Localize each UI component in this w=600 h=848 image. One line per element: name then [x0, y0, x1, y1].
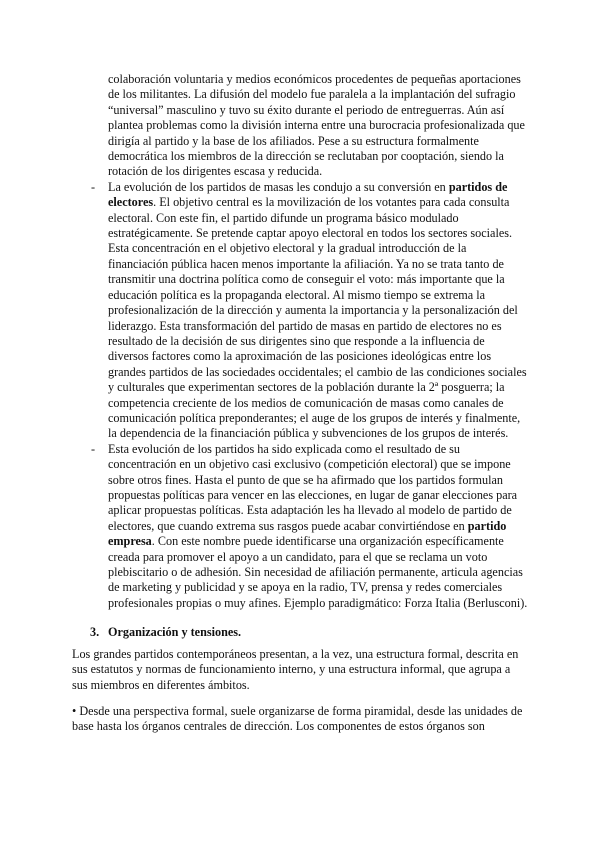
continuation-paragraph: colaboración voluntaria y medios económicos procedentes de pequeñas aportaciones de los militantes. La difusión del modelo fue paralela a la implantación del sufragio “universal” masculino y tuvo su éxito durante el periodo de entreguerras. Aún así plantea problemas como la división interna entre una burocracia profesionalizada que dirigía al partido y la base de los afiliados. Pese a su estructura formalmente democrática los miembros de la dirección se reclutaban por cooptación, siendo la rotación de los dirigentes escasa y reducida. [108, 72, 525, 179]
body-paragraph: Los grandes partidos contemporáneos presentan, a la vez, una estructura formal, descrita en sus estatutos y normas de funcionamiento interno, y una estructura informal, que agrupa a sus miembros en diferentes ámbitos. [72, 647, 519, 692]
list-item-partido-empresa [91, 441, 528, 611]
section-number: 3. [90, 625, 100, 639]
list-item-text: La evolución de los partidos de masas les condujo a su conversión en partidos de electores. El objetivo central es la movilización de los votantes para cada consulta electoral. Con este fin, el partido difunde un programa básico modulado estratégicamente. Se pretende captar apoyo electoral en todos los sectores sociales. Esta concentración en el objetivo electoral y la gradual introducción de la financiación pública hacen menos importante la afiliación. Ya no se trata tanto de transmitir una doctrina política como de conseguir el voto: más importante que la educación política es la propaganda electoral. Al mismo tiempo se extrema la profesionalización de la dirección y aumenta la importancia y la personalización del liderazgo. Esta transformación del partido de masas en partido de electores no es resultado de la decisión de sus dirigentes sino que responde a la influencia de diversos factores como la aproximación de las posiciones ideológicas entre los grandes partidos de las sociedades occidentales; el cambio de las condiciones sociales y culturales que experimentan sectores de la población durante la 2ª posguerra; la competencia creciente de los medios de comunicación de masas como canales de comunicación política preponderantes; el auge de los grupos de interés y finalmente, la dependencia de la financiación pública y subvenciones de los grupos de interés. [108, 179, 527, 441]
body-paragraph: • Desde una perspectiva formal, suele organizarse de forma piramidal, desde las unidades de base hasta los órganos centrales de dirección. Los componentes de estos órganos son [72, 704, 523, 734]
list-dash: - [91, 179, 96, 194]
section-heading [90, 625, 241, 640]
bold-term: partido empresa [108, 518, 507, 549]
section-title: Organización y tensiones. [108, 625, 242, 639]
list-item-partidos-de-electores [91, 179, 528, 442]
list-dash: - [91, 441, 96, 456]
list-item-text: Esta evolución de los partidos ha sido explicada como el resultado de su concentración en un objetivo casi exclusivo (competición electoral) que se impone sobre otros fines. Hasta el punto de que se ha afirmado que los partidos formulan propuestas políticas para vencer en las elecciones, en lugar de ganar elecciones para aplicar propuestas políticas. Esta adaptación les ha llevado al modelo de partido de electores, que cuando extrema sus rasgos puede acabar convirtiéndose en partido empresa. Con este nombre puede identificarse una organización específicamente creada para promover el apoyo a un candidato, para el que se reclama un voto plebiscitario o de adhesión. Sin necesidad de afiliación permanente, articula agencias de marketing y publicidad y se apoya en la radio, TV, prensa y redes comerciales profesionales propias o muy afines. Ejemplo paradigmático: Forza Italia (Berlusconi). [108, 441, 528, 610]
bold-term: partidos de electores [108, 179, 508, 210]
indented-list-block [91, 72, 528, 611]
